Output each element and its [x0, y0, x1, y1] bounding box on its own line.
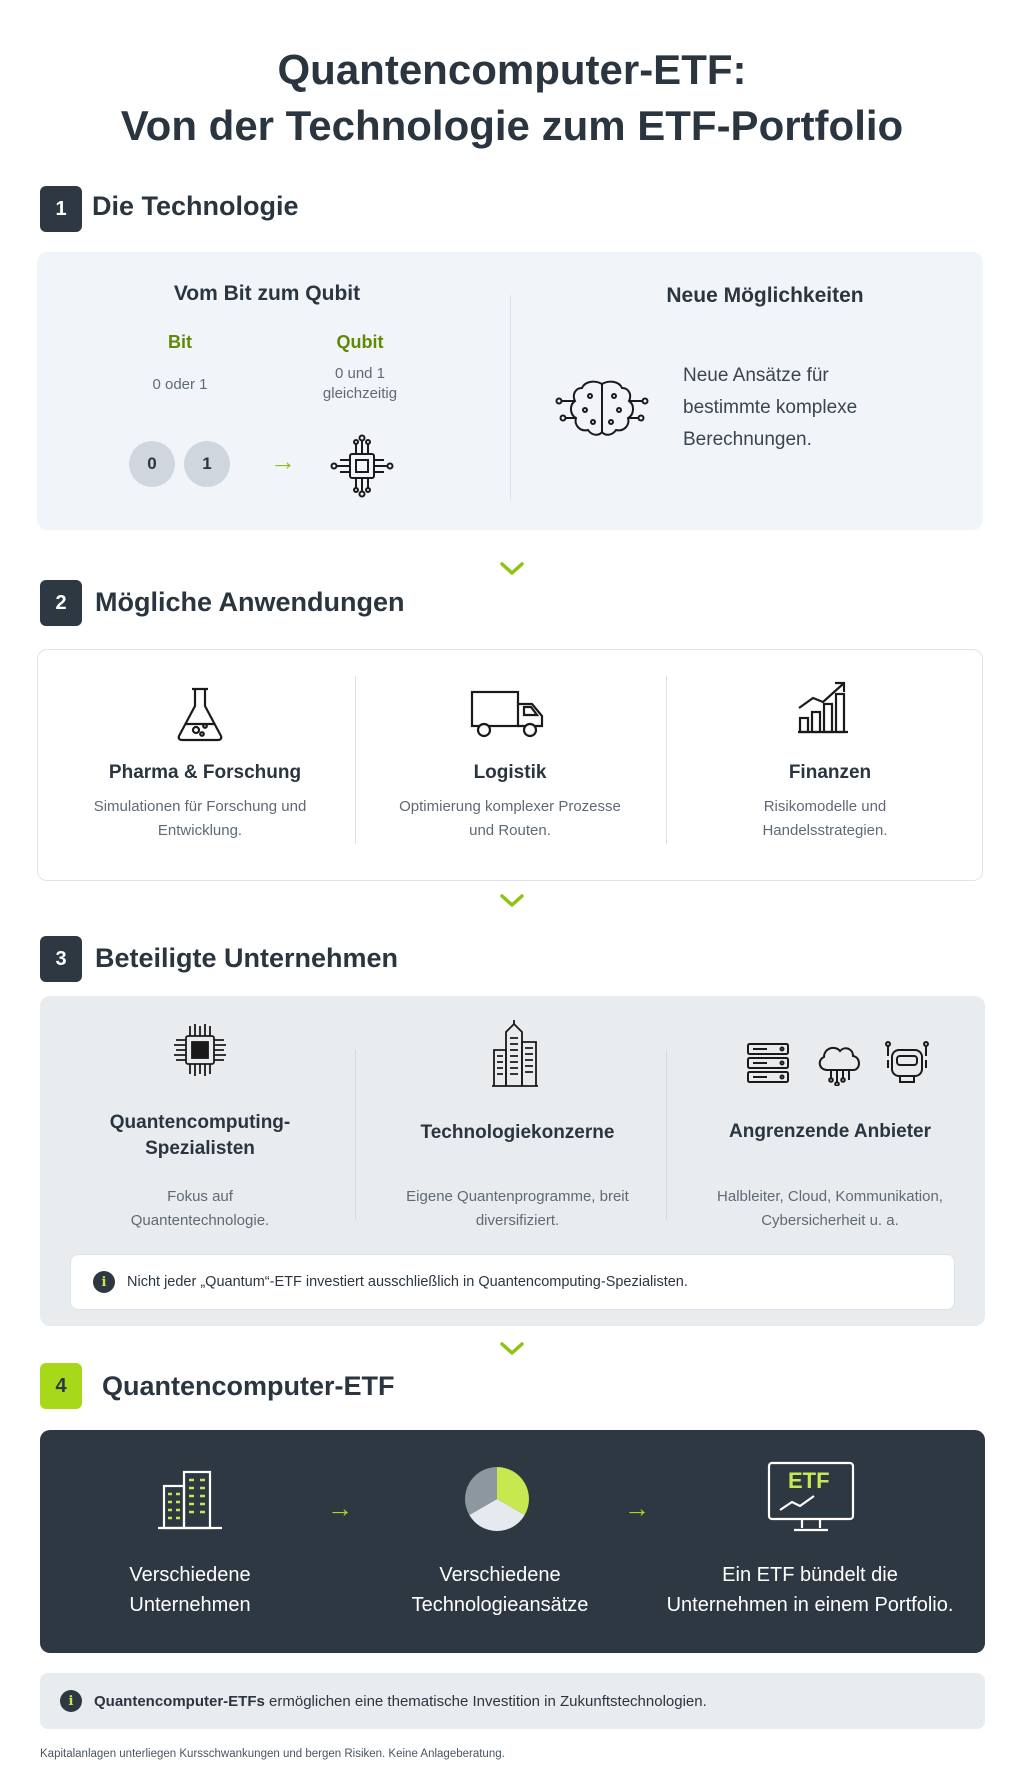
companies-line-1: Verschiedene: [129, 1564, 251, 1586]
truck-icon: [470, 690, 546, 740]
possibilities-line-1: Neue Ansätze für: [683, 365, 829, 386]
tech-text-line-2: diversifiziert.: [475, 1212, 560, 1229]
finance-text-line-1: Risikomodelle und: [763, 798, 887, 815]
etf-bundle-line-2: Unternehmen in einem Portfolio.: [666, 1594, 954, 1616]
etf-bundle-text: [660, 1560, 960, 1620]
note-text: Nicht jeder „Quantum“-ETF investiert ausschließlich in Quantencomputing-Spezialisten.: [127, 1274, 688, 1290]
server-icon: [745, 1040, 791, 1086]
step-number-3: 3: [40, 936, 82, 982]
finance-text-line-2: Handelsstrategien.: [762, 822, 888, 839]
companies-text: [90, 1560, 290, 1620]
page-title: [0, 42, 1024, 154]
etf-badge-text: ETF: [788, 1468, 830, 1493]
summary-text: ermöglichen eine thematische Investition in Zukunftstechnologien.: [264, 1692, 707, 1710]
logistics-text-line-2: und Routen.: [469, 822, 551, 839]
tech-text-line-1: Eigene Quantenprogramme, breit: [406, 1188, 629, 1205]
qubit-chip-icon: [330, 434, 394, 498]
arrow-right-icon: →: [624, 1493, 650, 1523]
skyscraper-icon: [490, 1020, 540, 1088]
divider: [355, 1050, 356, 1220]
bit-to-qubit-heading: Vom Bit zum Qubit: [173, 282, 361, 305]
pharma-text: [60, 795, 340, 843]
adjacent-text-line-1: Halbleiter, Cloud, Kommunikation,: [717, 1188, 943, 1205]
adjacent-providers-heading: Angrenzende Anbieter: [729, 1121, 931, 1142]
qubit-desc-line-1: 0 und 1: [334, 365, 386, 382]
adjacent-text-line-2: Cybersicherheit u. a.: [761, 1212, 899, 1229]
step-number-1: 1: [40, 186, 82, 232]
specialists-heading-line-2: Spezialisten: [145, 1138, 255, 1159]
etf-bundle-line-1: Ein ETF bündelt die: [722, 1564, 898, 1586]
finance-text: [700, 795, 950, 843]
approaches-text: [380, 1560, 620, 1620]
qubit-desc-line-2: gleichzeitig: [322, 385, 398, 402]
section-title-companies: Beteiligte Unternehmen: [95, 943, 399, 973]
etf-monitor-icon: [766, 1460, 856, 1534]
chip-icon: [172, 1022, 228, 1078]
arrow-right-icon: →: [327, 1493, 353, 1523]
specialists-text-line-2: Quantentechnologie.: [130, 1212, 270, 1229]
arrow-right-icon: →: [270, 446, 296, 476]
pharma-text-line-2: Entwicklung.: [157, 822, 243, 839]
tech-corporations-heading: Technologiekonzerne: [420, 1122, 615, 1143]
specialists-heading-line-1: Quantencomputing-: [109, 1112, 291, 1133]
chevron-down-icon: [497, 892, 527, 910]
bit-description: 0 oder 1: [152, 376, 208, 393]
divider: [666, 1050, 667, 1220]
step-number-2: 2: [40, 580, 82, 626]
section-title-applications: Mögliche Anwendungen: [95, 587, 405, 617]
finance-heading: Finanzen: [788, 762, 872, 783]
section-title-technology: Die Technologie: [92, 191, 299, 221]
step-number-4: 4: [40, 1363, 82, 1409]
companies-line-2: Unternehmen: [129, 1594, 251, 1616]
office-building-icon: [156, 1468, 224, 1530]
possibilities-line-3: Berechnungen.: [683, 429, 812, 450]
brain-circuit-icon: [555, 378, 649, 440]
divider: [355, 676, 356, 844]
flask-icon: [174, 686, 226, 742]
chevron-down-icon: [497, 560, 527, 578]
info-icon: i: [93, 1271, 115, 1293]
specialists-heading: [80, 1110, 320, 1162]
growth-chart-icon: [795, 678, 851, 734]
chevron-down-icon: [497, 1340, 527, 1358]
bit-zero-circle: 0: [129, 441, 175, 487]
adjacent-providers-text: [690, 1185, 970, 1233]
robot-icon: [884, 1040, 930, 1086]
summary-bold: Quantencomputer-ETFs: [94, 1692, 265, 1710]
qubit-description: [300, 364, 420, 404]
approaches-line-1: Verschiedene: [439, 1564, 561, 1586]
quantum-etf-note: [70, 1254, 955, 1310]
bit-label: Bit: [168, 332, 192, 352]
new-possibilities-heading: Neue Möglichkeiten: [666, 284, 864, 307]
qubit-label: Qubit: [336, 332, 384, 352]
title-line-2: Von der Technologie zum ETF-Portfolio: [120, 102, 904, 149]
logistics-text: [370, 795, 650, 843]
info-icon: i: [60, 1690, 82, 1712]
pharma-text-line-1: Simulationen für Forschung und: [93, 798, 307, 815]
specialists-text-line-1: Fokus auf: [167, 1188, 233, 1205]
pharma-heading: Pharma & Forschung: [108, 762, 302, 783]
bit-one-circle: 1: [184, 441, 230, 487]
divider: [510, 295, 511, 500]
section-title-etf: Quantencomputer-ETF: [102, 1371, 395, 1401]
new-possibilities-text: [683, 360, 943, 456]
summary-note: [40, 1673, 985, 1729]
disclaimer: Kapitalanlagen unterliegen Kursschwankungen und bergen Risiken. Keine Anlageberatung.: [40, 1748, 505, 1760]
pie-chart-icon: [464, 1466, 530, 1532]
logistics-heading: Logistik: [473, 762, 547, 783]
possibilities-line-2: bestimmte komplexe: [683, 397, 858, 418]
tech-corporations-text: [385, 1185, 650, 1233]
title-line-1: Quantencomputer-ETF:: [277, 46, 747, 93]
approaches-line-2: Technologieansätze: [411, 1594, 589, 1616]
divider: [666, 676, 667, 844]
cloud-icon: [815, 1040, 863, 1086]
specialists-text: [80, 1185, 320, 1233]
logistics-text-line-1: Optimierung komplexer Prozesse: [399, 798, 621, 815]
